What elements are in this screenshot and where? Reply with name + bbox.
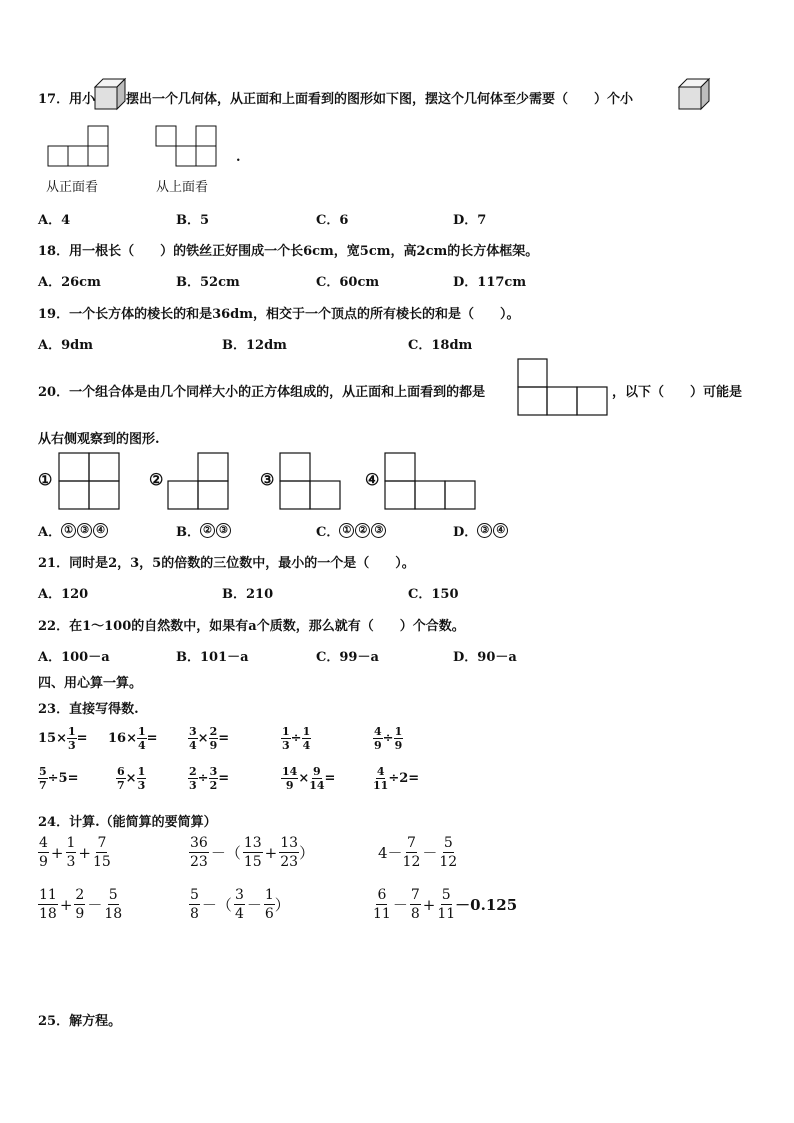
q20-label-2: ② [149, 470, 164, 489]
q20-label-1: ① [38, 470, 53, 489]
q19-option-a[interactable]: A．9dm [38, 338, 93, 353]
q23-text: 23．直接写得数. [38, 702, 139, 717]
q19-option-b[interactable]: B．12dm [222, 338, 287, 353]
circled-mark: ④ [493, 523, 508, 538]
circled-mark: ③ [371, 523, 386, 538]
q25-text: 25．解方程。 [38, 1014, 122, 1029]
q17-top-view [154, 126, 218, 168]
circled-mark: ① [339, 523, 354, 538]
q23-expr-3: $\frac{3}{4}$ × $\frac{2}{9}$ = [189, 725, 230, 752]
q18-option-c[interactable]: C．60cm [316, 275, 380, 290]
q17-caption-top: 从上面看 [156, 180, 209, 195]
q23-expr-9: $\frac{14}{9}$ × $\frac{9}{14}$ = [282, 765, 336, 792]
q24-expr-1: $\frac{4}{9}$ + $\frac{1}{3}$ + $\frac{7}{15}$ [39, 835, 111, 870]
circled-mark: ① [61, 523, 76, 538]
q18-option-b[interactable]: B．52cm [176, 275, 240, 290]
q20-option-b-letter: B． [176, 525, 200, 540]
circled-mark: ③ [477, 523, 492, 538]
q24-expr-4: $\frac{11}{18}$ + $\frac{2}{9}$ － $\frac{5}{18}$ [39, 887, 123, 922]
q23-expr-4: $\frac{1}{3}$ ÷ $\frac{1}{4}$ [282, 725, 311, 752]
q21-text: 21．同时是2，3，5的倍数的三位数中，最小的一个是（ ）。 [38, 556, 415, 571]
q20-option-c[interactable] [316, 521, 387, 540]
q17-text: 摆出一个几何体，从正面和上面看到的图形如下图，摆这个几何体至少需要（ ）个小 [126, 92, 634, 107]
circled-mark: ③ [216, 523, 231, 538]
q20-text-a: 20．一个组合体是由几个同样大小的正方体组成的，从正面和上面看到的都是 [38, 385, 486, 400]
q22-text: 22．在1～100的自然数中，如果有a个质数，那么就有（ ）个合数。 [38, 619, 465, 634]
q19-option-c[interactable]: C．18dm [408, 338, 473, 353]
q17-dot: . [236, 150, 241, 165]
section-4-heading: 四、用心算一算。 [38, 676, 143, 691]
q20-view-figure [516, 358, 610, 418]
q17-caption-front: 从正面看 [46, 180, 99, 195]
circled-mark: ④ [93, 523, 108, 538]
q20-text-c: 从右侧观察到的图形. [38, 432, 160, 447]
q20-figure-3 [278, 452, 342, 510]
q20-text-b: ，以下（ ）可能是 [612, 385, 743, 400]
q17-option-d[interactable]: D．7 [453, 213, 487, 228]
q22-option-a[interactable]: A．100－a [38, 650, 110, 665]
q20-option-d-letter: D． [453, 525, 478, 540]
q22-option-d[interactable]: D．90－a [453, 650, 517, 665]
q23-expr-5: $\frac{4}{9}$ ÷ $\frac{1}{9}$ [374, 725, 403, 752]
q20-label-4: ④ [365, 470, 380, 489]
q24-text: 24．计算.（能简算的要简算） [38, 815, 217, 830]
small-cube-icon [95, 79, 125, 109]
circled-mark: ② [355, 523, 370, 538]
q21-option-b[interactable]: B．210 [222, 587, 274, 602]
q18-text: 18．用一根长（ ）的铁丝正好围成一个长6cm，宽5cm，高2cm的长方体框架。 [38, 244, 539, 259]
q20-figure-2 [166, 452, 230, 510]
q20-figure-4 [383, 452, 477, 510]
q23-expr-8: $\frac{2}{3}$ ÷ $\frac{3}{2}$ = [189, 765, 230, 792]
q23-expr-10: $\frac{4}{11}$ ÷2= [373, 765, 420, 792]
q23-expr-2: 16× $\frac{1}{4}$ = [108, 725, 158, 752]
q23-expr-1: 15× $\frac{1}{3}$ = [38, 725, 88, 752]
q23-expr-7: $\frac{6}{7}$ × $\frac{1}{3}$ [117, 765, 146, 792]
q20-option-c-letter: C． [316, 525, 340, 540]
circled-mark: ③ [77, 523, 92, 538]
q20-option-a-letter: A． [38, 525, 62, 540]
q20-option-b[interactable] [176, 521, 232, 540]
q22-option-b[interactable]: B．101－a [176, 650, 249, 665]
q19-text: 19．一个长方体的棱长的和是36dm，相交于一个顶点的所有棱长的和是（ ）。 [38, 307, 520, 322]
circled-mark: ② [200, 523, 215, 538]
q17-prefix: 17．用小 [38, 92, 96, 107]
q24-expr-6: $\frac{6}{11}$ － $\frac{7}{8}$ + $\frac{5}{11}$ －0.125 [373, 887, 518, 922]
q22-option-c[interactable]: C．99－a [316, 650, 379, 665]
q21-option-c[interactable]: C．150 [408, 587, 459, 602]
q18-option-a[interactable]: A．26cm [38, 275, 101, 290]
q17-front-view [46, 126, 110, 168]
q24-expr-2: $\frac{36}{23}$ －（ $\frac{13}{15}$ + $\frac{13}{23}$ ） [190, 835, 315, 870]
q24-expr-5: $\frac{5}{8}$ －（ $\frac{3}{4}$ － $\frac{1}{6}$ ） [190, 887, 290, 922]
q20-option-d[interactable] [453, 521, 509, 540]
q17-option-c[interactable]: C．6 [316, 213, 349, 228]
q24-expr-3: 4－ $\frac{7}{12}$ － $\frac{5}{12}$ [378, 835, 458, 870]
q17-option-b[interactable]: B．5 [176, 213, 210, 228]
q20-label-3: ③ [260, 470, 275, 489]
q20-option-a[interactable] [38, 521, 109, 540]
small-cube-icon [679, 79, 709, 109]
q23-expr-6: $\frac{5}{7}$ ÷5= [39, 765, 79, 792]
q21-option-a[interactable]: A．120 [38, 587, 89, 602]
q20-figure-1 [57, 452, 121, 510]
q18-option-d[interactable]: D．117cm [453, 275, 527, 290]
q17-option-a[interactable]: A．4 [38, 213, 71, 228]
